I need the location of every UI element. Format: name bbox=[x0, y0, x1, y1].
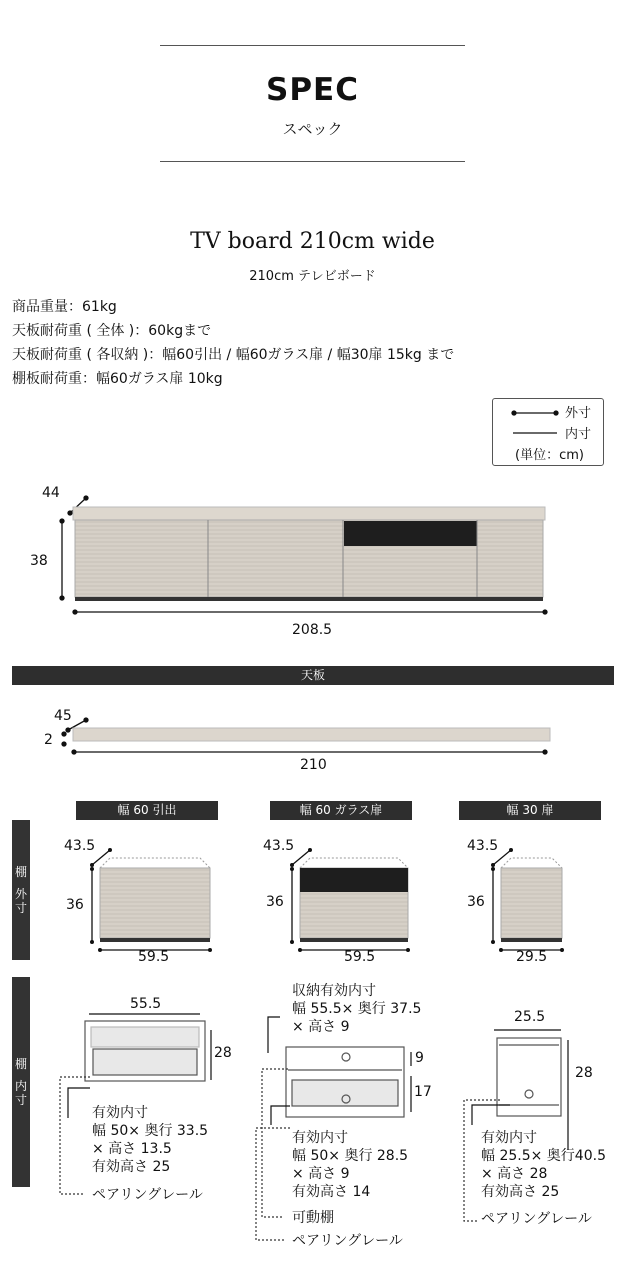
rail-label: ペアリングレール bbox=[481, 1211, 592, 1227]
dimension-endpoint bbox=[491, 940, 495, 944]
legend-outer: 外寸 bbox=[565, 406, 592, 421]
inner-width: 25.5 bbox=[514, 1009, 546, 1025]
spec-line: 商品重量：61kg bbox=[12, 299, 117, 315]
dimension-endpoint bbox=[90, 940, 94, 944]
unit-width: 59.5 bbox=[138, 949, 170, 965]
note: 幅 50× 奥行 33.5 bbox=[92, 1123, 209, 1139]
plate-thickness: 2 bbox=[44, 732, 53, 748]
dimension-endpoint bbox=[560, 948, 564, 952]
side-label-outer bbox=[12, 820, 30, 960]
inner-height-upper: 9 bbox=[415, 1050, 424, 1066]
unit-height: 36 bbox=[467, 894, 485, 910]
dimension-endpoint bbox=[90, 863, 94, 867]
note: 収納有効内寸 bbox=[292, 983, 376, 999]
note: 有効内寸 bbox=[92, 1105, 148, 1121]
unit-height: 36 bbox=[66, 897, 84, 913]
shelf-label: 可動棚 bbox=[292, 1210, 334, 1226]
side-char: 寸 bbox=[14, 901, 27, 915]
side-char: 寸 bbox=[14, 1093, 27, 1107]
inner-notes bbox=[92, 1104, 208, 1176]
note: 有効高さ 25 bbox=[92, 1159, 171, 1175]
unit-depth: 43.5 bbox=[467, 838, 499, 854]
depth-dimension-line bbox=[292, 850, 310, 865]
inner-width: 55.5 bbox=[130, 996, 162, 1012]
dimension-endpoint bbox=[290, 863, 294, 867]
dimension-endpoint bbox=[298, 948, 302, 952]
unit-width: 29.5 bbox=[516, 949, 548, 965]
unit-body bbox=[501, 868, 562, 938]
unit-base bbox=[501, 938, 562, 942]
tv-depth: 44 bbox=[42, 485, 60, 501]
dimension-endpoint bbox=[290, 940, 294, 944]
dimension-endpoint bbox=[98, 948, 102, 952]
note: 有効高さ 25 bbox=[481, 1184, 560, 1200]
dimension-endpoint bbox=[290, 867, 294, 871]
side-char: 棚 bbox=[14, 1057, 27, 1071]
unit-body bbox=[100, 868, 210, 938]
page-title: SPEC bbox=[266, 72, 359, 108]
product-title: TV board 210cm wide bbox=[190, 229, 435, 254]
note: 幅 50× 奥行 28.5 bbox=[292, 1148, 409, 1164]
note: × 高さ 13.5 bbox=[92, 1141, 172, 1157]
spec-line: 天板耐荷重 ( 全体 )：60kgまで bbox=[12, 323, 212, 339]
note: × 高さ 9 bbox=[292, 1019, 350, 1035]
tv-height: 38 bbox=[30, 553, 48, 569]
dimension-endpoint bbox=[90, 867, 94, 871]
legend-inner: 内寸 bbox=[565, 427, 592, 442]
unit-base bbox=[100, 938, 210, 942]
depth-outline bbox=[501, 858, 562, 868]
legend-unit: (単位：cm) bbox=[515, 448, 584, 463]
side-label-inner bbox=[12, 977, 30, 1187]
inner-notes bbox=[481, 1129, 606, 1201]
page-subtitle: スペック bbox=[282, 120, 343, 138]
dimension-endpoint bbox=[308, 848, 312, 852]
unit-base bbox=[300, 938, 408, 942]
note: × 高さ 9 bbox=[292, 1166, 350, 1182]
inner-height-lower: 17 bbox=[414, 1084, 432, 1100]
rail-label: ペアリングレール bbox=[92, 1187, 203, 1203]
side-char: 棚 bbox=[14, 865, 27, 879]
note: 有効内寸 bbox=[481, 1130, 537, 1146]
dimension-endpoint bbox=[509, 848, 513, 852]
note: 有効高さ 14 bbox=[292, 1184, 371, 1200]
plate-depth: 45 bbox=[54, 708, 72, 724]
inner-notes bbox=[292, 1129, 408, 1201]
tv-width: 208.5 bbox=[292, 622, 333, 638]
note: × 高さ 28 bbox=[481, 1166, 548, 1182]
depth-outline bbox=[100, 858, 210, 868]
unit-depth: 43.5 bbox=[64, 838, 96, 854]
product-subtitle: 210cm テレビボード bbox=[249, 269, 376, 284]
unit-width: 59.5 bbox=[344, 949, 376, 965]
storage-notes bbox=[292, 982, 421, 1036]
glass-compartment bbox=[300, 868, 408, 892]
inner-height: 28 bbox=[214, 1045, 232, 1061]
dimension-endpoint bbox=[499, 948, 503, 952]
side-char: 外 bbox=[14, 887, 27, 901]
plate-width: 210 bbox=[300, 757, 327, 773]
depth-outline bbox=[300, 858, 408, 868]
dimension-endpoint bbox=[208, 948, 212, 952]
side-char: 内 bbox=[14, 1079, 27, 1093]
unit-height: 36 bbox=[266, 894, 284, 910]
unit-depth: 43.5 bbox=[263, 838, 295, 854]
note: 幅 25.5× 奥行40.5 bbox=[481, 1148, 606, 1164]
spec-line: 天板耐荷重 ( 各収納 )：幅60引出 / 幅60ガラス扉 / 幅30扉 15kg まで bbox=[12, 347, 455, 363]
rail-label: ペアリングレール bbox=[292, 1233, 403, 1249]
dimension-endpoint bbox=[108, 848, 112, 852]
unit-label: 幅 60 引出 bbox=[76, 801, 218, 820]
dimension-endpoint bbox=[491, 867, 495, 871]
section-bar-top-plate: 天板 bbox=[12, 666, 614, 685]
note: 幅 55.5× 奥行 37.5 bbox=[292, 1001, 422, 1017]
dimension-endpoint bbox=[406, 948, 410, 952]
note: 有効内寸 bbox=[292, 1130, 348, 1146]
unit-label: 幅 60 ガラス扉 bbox=[270, 801, 412, 820]
dimension-endpoint bbox=[491, 863, 495, 867]
unit-label: 幅 30 扉 bbox=[459, 801, 601, 820]
spec-line: 棚板耐荷重：幅60ガラス扉 10kg bbox=[12, 371, 223, 387]
inner-height: 28 bbox=[575, 1065, 593, 1081]
